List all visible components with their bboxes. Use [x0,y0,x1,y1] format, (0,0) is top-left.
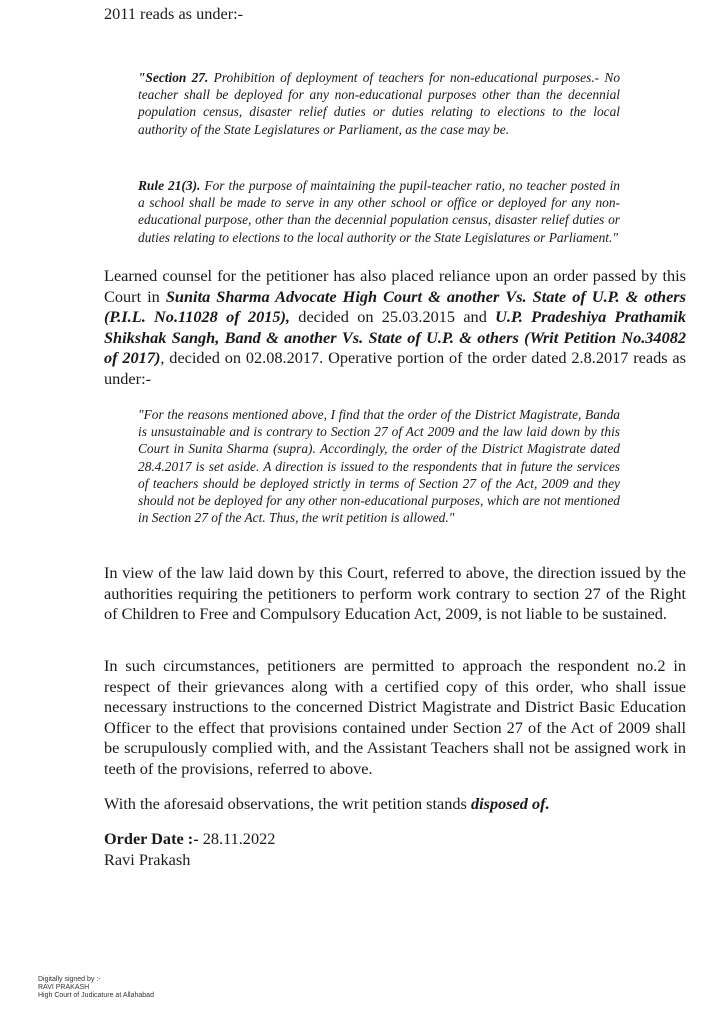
order-date-label: Order Date :- [104,829,199,848]
quoted-order-2017: "For the reasons mentioned above, I find that the order of the District Magistrate, Banda is unsustainable and is contrary to Section 27 of Act 2009 and the law laid down by this Court in Sunita Sharma (supra). Accordingly, the order of the District Magistrate dated 28.4.2017 is set aside. A direction is issued to the respondents that in future the services of teachers should be deployed strictly in terms of Section 27 of the Act, 2009 and they should not be deployed for any other non-educational purposes, which are not mentioned in Section 27 of the Act. Thus, the writ petition is allowed." [138,407,620,526]
signature-line-3: High Court of Judicature at Allahabad [38,992,154,999]
paragraph-circumstances: In such circumstances, petitioners are permitted to approach the respondent no.2 in respect of their grievances along with a certified copy of this order, who shall issue necessary instructions to the concerned District Magistrate and District Basic Education Officer to the effect that provisions contained under Section 27 of the Act of 2009 shall be scrupulously complied with, and the Assistant Teachers shall not be assigned work in teeth of the provisions, referred to above. [104,656,686,778]
reliance-text-3: , decided on 02.08.2017. Operative portion of the order dated 2.8.2017 reads as under:- [104,348,686,388]
order-date-value: 28.11.2022 [198,829,276,848]
rule-21-3-text: For the purpose of maintaining the pupil-teacher ratio, no teacher posted in a school shall be made to serve in any other school or office or deployed for any non-educational purpose, other than the decennial population census, disaster relief duties or duties relating to elections to the local authority or the State Legislatures or Parliament." [138,178,620,245]
signature-line-2: RAVI PRAKASH [38,984,90,991]
judge-name: Ravi Prakash [104,850,191,869]
paragraph-view-of-law: In view of the law laid down by this Court, referred to above, the direction issued by the authorities requiring the petitioners to perform work contrary to section 27 of the Right of Children to Free and Compulsory Education Act, 2009, is not liable to be sustained. [104,563,686,624]
digital-signature [38,976,154,1000]
paragraph-reliance [104,266,686,390]
lead-line: 2011 reads as under:- [104,4,244,23]
quoted-rule-21-3 [138,177,620,246]
paragraph-disposed [104,794,686,815]
section-27-text: Prohibition of deployment of teachers for non-educational purposes.- No teacher shall be deployed for any non-educational purposes other than the decennial population census, disaster relief duties or duties relating to elections to the local authority of the State Legislatures or Parliament, as the case may be. [138,70,621,137]
order-date-line [104,829,686,850]
disposed-text: With the aforesaid observations, the writ petition stands [104,794,471,813]
reliance-text-2: decided on 25.03.2015 and [290,307,496,327]
signature-line-1: Digitally signed by :- [38,976,101,983]
quoted-section-27 [138,69,620,138]
case-up-pradeshiya: U.P. Pradeshiya Prathamik Shikshak Sangh, Band & another Vs. State of U.P. & others (Writ Petition No.34082 of 2017) [104,307,686,368]
rule-21-3-heading: Rule 21(3). [138,178,201,193]
reliance-text-1: Learned counsel for the petitioner has also placed reliance upon an order passed by this Court in [104,266,686,306]
section-27-heading: "Section 27. [138,70,209,85]
case-sunita-sharma: Sunita Sharma Advocate High Court & another Vs. State of U.P. & others (P.I.L. No.11028 of 2015), [104,286,686,327]
disposed-emphasis: disposed of. [470,794,550,813]
